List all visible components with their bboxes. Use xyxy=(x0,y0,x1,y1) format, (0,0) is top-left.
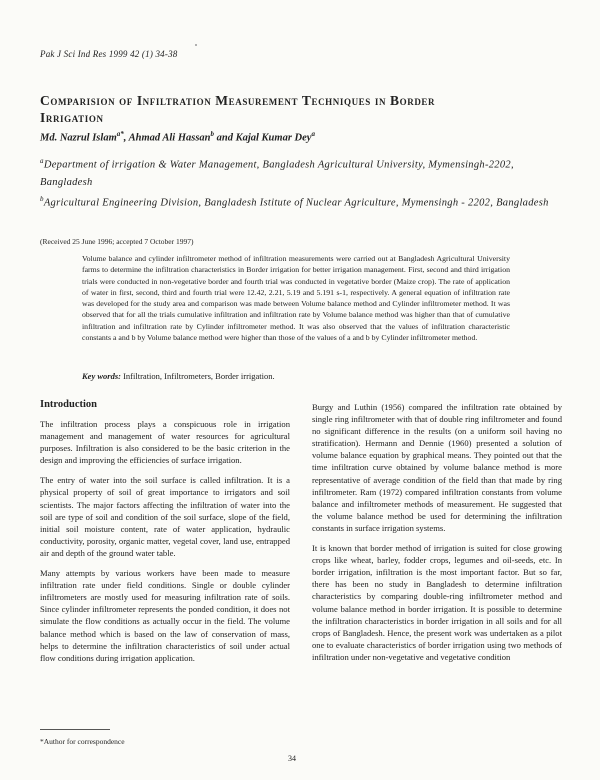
keywords-label: Key words: xyxy=(82,371,121,381)
author-2-sup: b xyxy=(210,130,214,138)
author-3: Kajal Kumar Dey xyxy=(235,132,312,144)
keywords-text: Infiltration, Infiltrometers, Border irrigation. xyxy=(123,371,275,381)
paragraph: The entry of water into the soil surface is called infiltration. It is a physical property of soil of great importance to irrigators and soil scientists. The major factors affecting the infiltration of water into the soil are type of soil and condition of the soil surface, slope of the field, initial soil moisture content, rate of water application, hydraulic conductivity, porosity, organic matter, vegetal cover, land use, entrapped air and depth of the ground water table. xyxy=(40,475,290,558)
paragraph: The infiltration process plays a conspicuous role in irrigation management and management of water resources for agricultural purposes. Infiltration is also considered to be the basic criterion in the design and improving the efficiencies of surface irrigation. xyxy=(40,419,290,466)
author-1: Md. Nazrul Islam xyxy=(40,132,117,144)
abstract: Volume balance and cylinder infiltrometer method of infiltration measurements were carried out at Bangladesh Agricultural University farms to determine the infiltration characteristics in Border irrigation for better irrigation management. First, second and third irrigation trials were conducted in non-vegetative border and fourth trial was conducted in vegetative border (Maize crop). The rate of application of water in first, second, third and fourth trial were 12.42, 2.21, 5.19 and 5.191 s-1, respectively. A general equation of infiltration rate was developed for the study area and comparison was made between Volume balance method and Cylinder infiltrometer method. It was observed that for all the trials cumulative infiltration and infiltration rate by Volume balance method was higher than that of cumulative infiltration and infiltration rate by Cylinder infiltrometer method. It was also observed that the values of infiltration characteristic constants a and b by Volume balance method were higher than those of the values of a and b by Cylinder infiltrometer method. xyxy=(82,254,510,343)
paragraph: Many attempts by various workers have been made to measure infiltration rate under field conditions. Single or double cylinder infiltrometers are mostly used for measuring infiltration rate of soils. Since cylinder infiltrometer represents the ponded condition, it does not simulate the flow conditions as actually occur in the field. The volume balance method which is based on the law of conservation of mass, helps to determine the infiltration characteristics of soil under actual flow conditions during irrigation application. xyxy=(40,568,290,663)
affiliation-b xyxy=(40,191,568,212)
title-line-2: Irrigation xyxy=(40,110,104,125)
keywords xyxy=(82,371,510,381)
paragraph: Burgy and Luthin (1956) compared the infiltration rate obtained by single ring infiltrometer with that of double ring infiltrometer and found no significant difference in the results (on a uniform soil having no stratification). Hermann and Dennie (1960) presented a solution of volume balance equation by graphical means. They pointed out that the time infiltration curve obtained by volume balance method is more representative of average condition of the field than that made by ring infiltrometer. Ram (1972) compared infiltration constants from volume balance and infiltrometer methods of measurement. He suggested that the volume balance method be used for determining the infiltration constants in surface irrigation systems. xyxy=(312,402,562,533)
paper-title xyxy=(40,92,560,126)
right-column xyxy=(312,401,562,671)
author-3-sup: a xyxy=(311,130,315,138)
affiliation-a-sup: a xyxy=(40,157,44,165)
author-list xyxy=(40,130,560,144)
left-column xyxy=(40,418,290,672)
author-sep-2: and xyxy=(214,132,236,144)
affiliation-a-text: Department of irrigation & Water Management, Bangladesh Agricultural University, Mymensingh-2202, Bangladesh xyxy=(40,159,514,188)
author-2: Ahmad Ali Hassan xyxy=(128,132,211,144)
scan-speck xyxy=(195,44,197,46)
author-sep-1: , xyxy=(123,132,129,144)
title-line-1: Comparision of Infiltration Measurement Techniques in Border xyxy=(40,93,436,108)
received-dates: (Received 25 June 1996; accepted 7 October 1997) xyxy=(40,237,194,246)
journal-citation: Pak J Sci Ind Res 1999 42 (1) 34-38 xyxy=(40,49,178,59)
affiliation-a xyxy=(40,153,568,191)
footnote-divider xyxy=(40,729,110,730)
affiliation-b-text: Agricultural Engineering Division, Bangladesh Istitute of Nuclear Agriculture, Mymensingh - 2202, Bangladesh xyxy=(43,197,549,209)
page-number: 34 xyxy=(288,754,296,763)
author-1-sup: a* xyxy=(116,130,124,138)
section-heading-introduction: Introduction xyxy=(40,399,97,410)
affiliation-b-sup: b xyxy=(40,195,44,203)
paragraph: It is known that border method of irrigation is suited for close growing crops like wheat, barley, fodder crops, legumes and oil-seeds, etc. In border irrigation, infiltration is the most important factor. But so far, there has been no study in Bangladesh to determine infiltration characteristics by comparing double-ring infiltrometer method and volume balance method in border irrigation. It is possible to determine the infiltration characteristics in border irrigation in all soils and for all crops of Bangladesh. Hence, the present work was undertaken as a pilot one to evaluate characteristics of border irrigation using two methods of infiltration under non-vegetative and vegetative condition xyxy=(312,543,562,662)
footnote: *Author for correspondence xyxy=(40,737,125,746)
